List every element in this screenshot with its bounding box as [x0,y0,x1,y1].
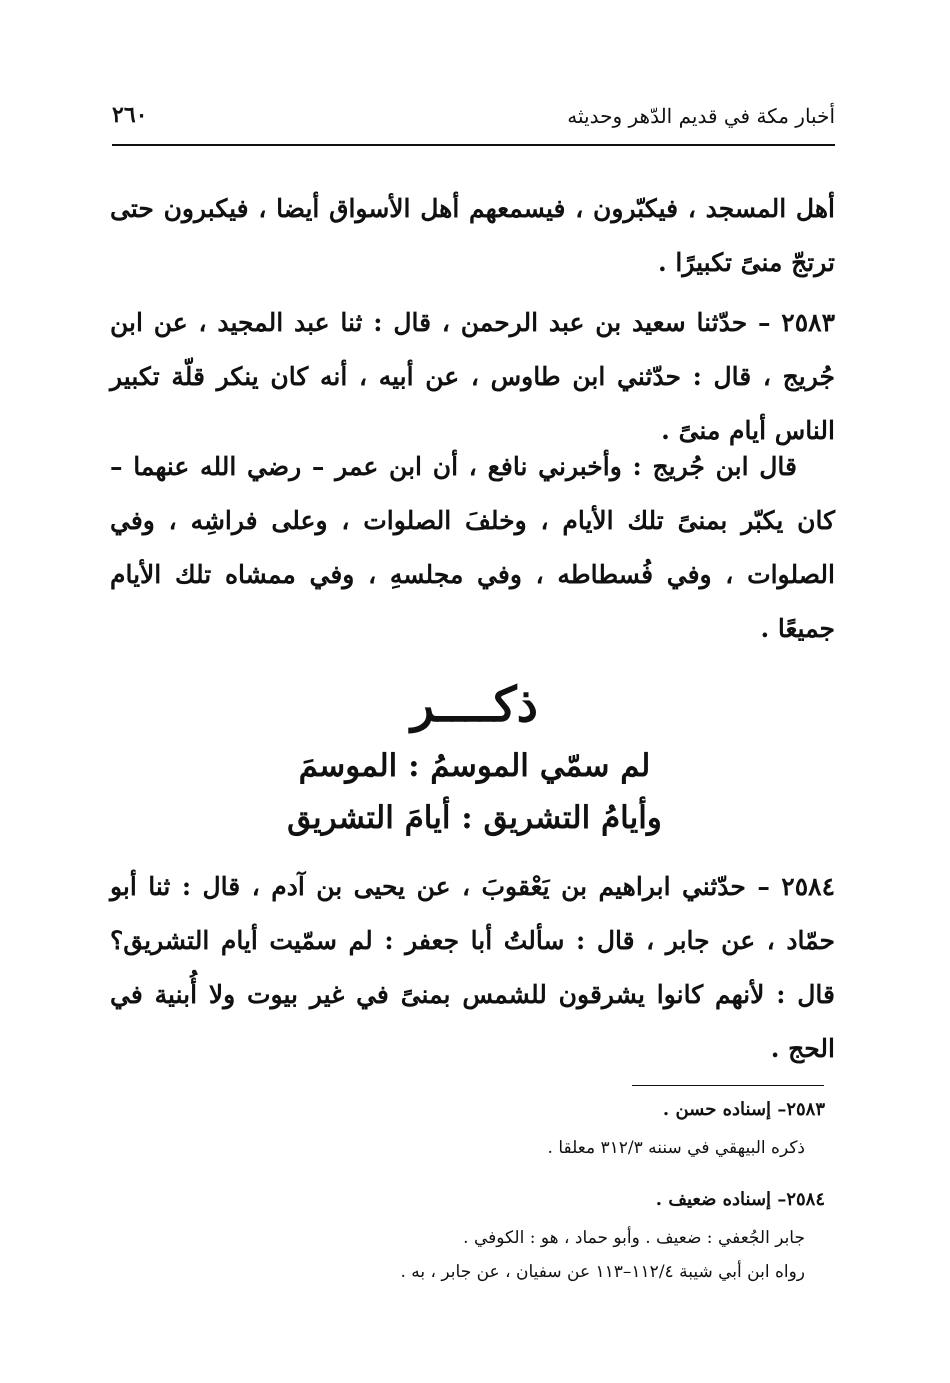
footnote-2583-note: ذكره البيهقي في سننه ٣١٢/٣ معلقا . [547,1138,805,1158]
paragraph-intro: أهل المسجد ، فيكبّرون ، فيسمعهم أهل الأسواق أيضا ، فيكبرون حتى ترتجّ منىً تكبيرًا . [110,194,835,277]
section-heading-line-2: وأيامُ التشريق : أيامَ التشريق [287,800,662,836]
section-heading-line-1: لم سمّي الموسمُ : الموسمَ [298,748,651,784]
hadith-2583: ٢٥٨٣ – حدّثنا سعيد بن عبد الرحمن ، قال : ثنا عبد المجيد ، عن ابن جُريج ، قال : حدّثني ابن طاوس ، عن أبيه ، أنه كان ينكر قلّة تكبير الناس أيام منىً . [110,308,835,445]
section-heading-dhikr: ذكــــر [411,677,538,733]
footnote-2583-grade: ٢٥٨٣– إسناده حسن . [662,1099,825,1120]
footnote-2584-grade: ٢٥٨٤– إسناده ضعيف . [655,1189,825,1210]
footnote-2584-note-1: جابر الجُعفي : ضعيف . وأبو حماد ، هو : الكوفي . [463,1228,805,1248]
hadith-2584: ٢٥٨٤ – حدّثني ابراهيم بن يَعْقوبَ ، عن يحيى بن آدم ، قال : ثنا أبو حمّاد ، عن جابر ، قال : سألتُ أبا جعفر : لم سمّيت أيام التشريق؟ قال : لأنهم كانوا يشرقون للشمس بمنىً في غير بيوت ولا أُبنية في الحج . [110,872,835,1063]
page-number: ٢٦٠ [112,102,148,128]
section-heading [112,670,837,844]
footnote-2584-note-2: رواه ابن أبي شيبة ١١٢/٤–١١٣ عن سفيان ، عن جابر ، به . [400,1262,805,1282]
paragraph-ibn-jurayj: قال ابن جُريج : وأخبرني نافع ، أن ابن عمر – رضي الله عنهما – كان يكبّر بمنىً تلك الأيام ، وخلفَ الصلوات ، وعلى فراشِه ، وفي الصلوات ، وفي فُسطاطه ، وفي مجلسهِ ، وفي ممشاه تلك الأيام جميعًا . [110,452,835,643]
footnote-divider [632,1085,824,1086]
running-title: أخبار مكة في قديم الدّهر وحديثه [567,104,835,128]
page-header [112,100,835,146]
